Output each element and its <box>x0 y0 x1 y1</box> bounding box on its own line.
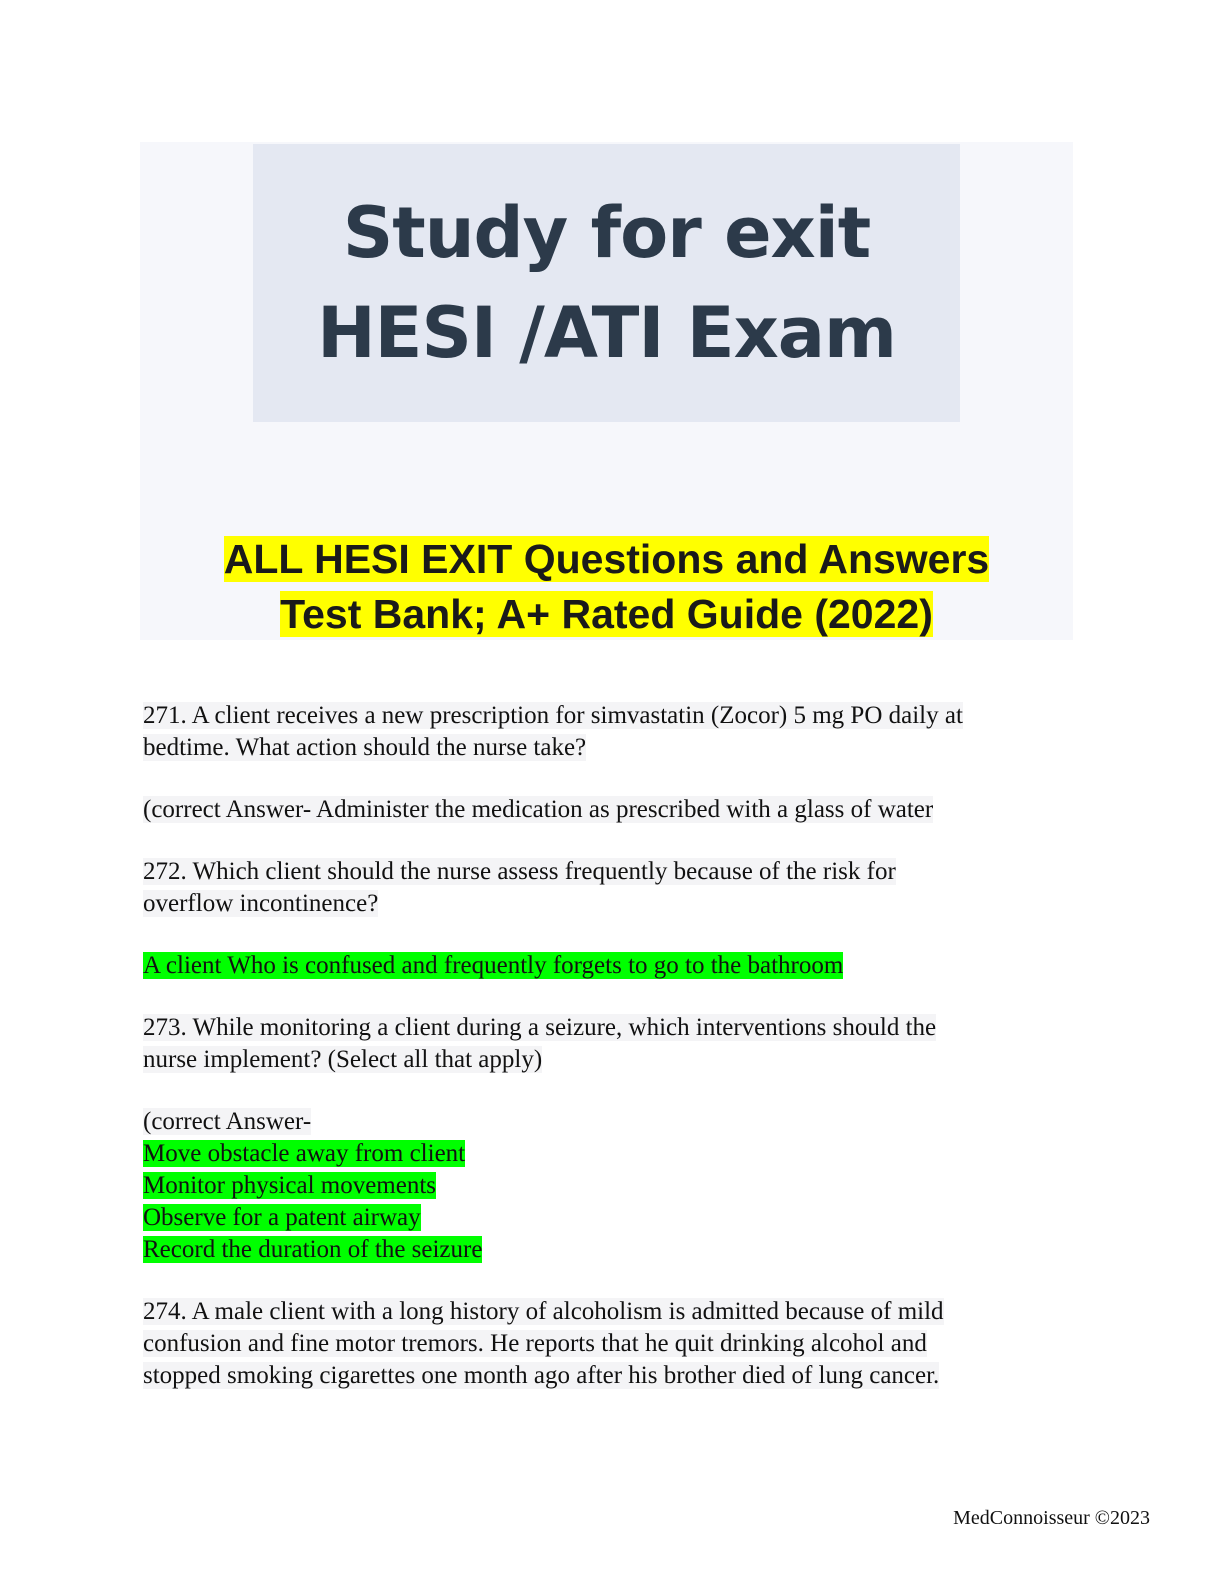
question-line: 274. A male client with a long history of alcoholism is admitted because of mild <box>143 1298 944 1325</box>
footer-copyright: MedConnoisseur ©2023 <box>953 1507 1150 1529</box>
question-271 <box>143 700 1063 764</box>
question-line: confusion and fine motor tremors. He reports that he quit drinking alcohol and <box>143 1330 927 1357</box>
question-line: stopped smoking cigarettes one month ago after his brother died of lung cancer. <box>143 1362 940 1389</box>
answer-item: Record the duration of the seizure <box>143 1236 483 1263</box>
answer-item: Monitor physical movements <box>143 1172 437 1199</box>
answer-272 <box>143 950 1063 982</box>
logo-line: Study for exit <box>342 192 871 274</box>
header-banner <box>140 142 1073 640</box>
question-272 <box>143 856 1063 920</box>
title-line: ALL HESI EXIT Questions and Answers <box>223 536 990 582</box>
answer-text: (correct Answer- Administer the medication as prescribed with a glass of water <box>143 796 934 823</box>
document-body <box>143 700 1063 1392</box>
question-line: 272. Which client should the nurse assess frequently because of the risk for <box>143 858 896 885</box>
question-line: 271. A client receives a new prescription for simvastatin (Zocor) 5 mg PO daily at <box>143 702 963 729</box>
title-line: Test Bank; A+ Rated Guide (2022) <box>280 591 933 637</box>
logo-line: HESI /ATI Exam <box>317 292 896 374</box>
logo-image <box>253 144 960 422</box>
answer-271 <box>143 794 1063 826</box>
answer-item: Move obstacle away from client <box>143 1140 466 1167</box>
question-line: 273. While monitoring a client during a seizure, which interventions should the <box>143 1014 937 1041</box>
answer-text: A client Who is confused and frequently forgets to go to the bathroom <box>143 952 844 979</box>
question-line: nurse implement? (Select all that apply) <box>143 1046 543 1073</box>
question-line: overflow incontinence? <box>143 890 379 917</box>
answer-intro: (correct Answer- <box>143 1108 312 1135</box>
document-title <box>140 532 1073 642</box>
question-274 <box>143 1296 1063 1392</box>
question-273 <box>143 1012 1063 1076</box>
answer-item: Observe for a patent airway <box>143 1204 421 1231</box>
answer-273 <box>143 1106 1063 1266</box>
question-line: bedtime. What action should the nurse take? <box>143 734 587 761</box>
